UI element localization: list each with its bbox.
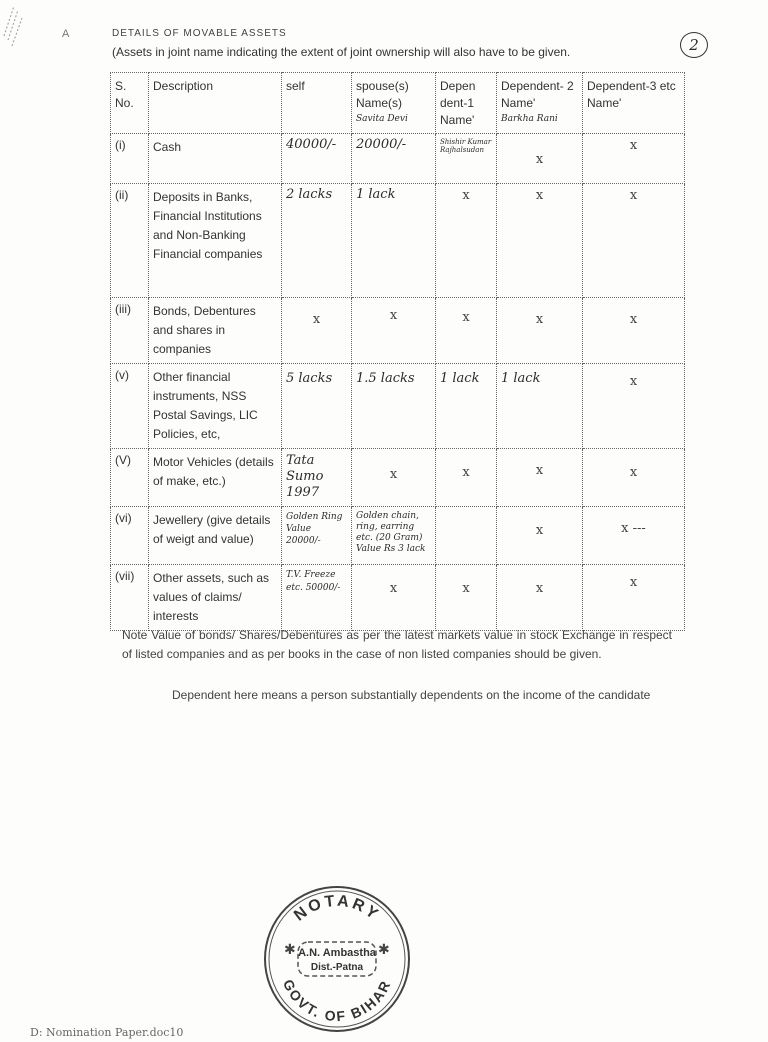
stamp-top-text — [291, 893, 383, 925]
cell-self — [282, 507, 352, 565]
dep2-value: x — [535, 463, 544, 478]
stamp-left-emblem: ✱ — [284, 942, 296, 958]
row-sno: (i) — [111, 134, 149, 184]
self-value: Tata Sumo 1997 — [286, 453, 324, 500]
row-sno: (ii) — [111, 184, 149, 298]
header-dep2 — [497, 73, 583, 134]
section-marker: A — [62, 28, 70, 40]
self-value: Golden Ring Value 20000/- — [286, 512, 343, 546]
header-dep3: Dependent-3 etc Name' — [583, 73, 685, 134]
cell-dep2 — [497, 565, 583, 631]
section-heading: DETAILS OF MOVABLE ASSETS — [112, 28, 287, 39]
page-number: 2 — [680, 32, 708, 58]
notary-stamp — [262, 884, 412, 1034]
table-row — [111, 507, 685, 565]
cell-dep1 — [436, 507, 497, 565]
row-description: Motor Vehicles (details of make, etc.) — [149, 449, 282, 507]
spouse-value: x — [389, 467, 398, 482]
header-self: self — [282, 73, 352, 134]
header-description: Description — [149, 73, 282, 134]
cell-dep1 — [436, 134, 497, 184]
cell-dep3 — [583, 364, 685, 449]
row-description: Cash — [149, 134, 282, 184]
dep1-value: x — [462, 310, 470, 325]
self-value: x — [312, 312, 321, 327]
dep1-value: x — [462, 465, 470, 480]
cell-dep2 — [497, 364, 583, 449]
dep1-value: 1 lack — [440, 371, 480, 386]
stamp-top-path: NOTARY — [291, 892, 383, 925]
cell-self — [282, 184, 352, 298]
row-description: Other assets, such as values of claims/ interests — [149, 565, 282, 631]
stamp-bottom-text: GOVT. OF BIHAR — [279, 976, 395, 1025]
table-row — [111, 449, 685, 507]
cell-self — [282, 565, 352, 631]
cell-dep3 — [583, 565, 685, 631]
table-row — [111, 184, 685, 298]
cell-dep1 — [436, 565, 497, 631]
stamp-notary-name: A.N. Ambastha — [298, 947, 376, 959]
movable-assets-table — [110, 72, 685, 631]
dep3-value: x — [629, 188, 638, 203]
section-subheading: (Assets in joint name indicating the extent of joint ownership will also have to be given. — [112, 45, 571, 59]
dep1-value: x — [462, 188, 470, 203]
header-spouse — [352, 73, 436, 134]
row-description: Deposits in Banks, Financial Institutions and Non-Banking Financial companies — [149, 184, 282, 298]
spouse-value: Golden chain, ring, earring etc. (20 Gram) Value Rs 3 lack — [356, 511, 426, 554]
cell-self — [282, 364, 352, 449]
row-sno: (v) — [111, 364, 149, 449]
dep2-value: x — [535, 188, 544, 203]
row-sno: (vi) — [111, 507, 149, 565]
spouse-value: 1.5 lacks — [356, 371, 415, 386]
dep2-value: 1 lack — [501, 371, 541, 386]
spouse-value: 20000/- — [356, 137, 407, 152]
self-value: 40000/- — [286, 137, 337, 152]
note-paragraph: Note Value of bonds/ Shares/Debentures as per the latest markets value in stock Exchange in respect of listed companies and as per books in the case of non listed companies should be given. — [122, 628, 672, 661]
dep2-value: x — [535, 152, 544, 167]
cell-dep2 — [497, 184, 583, 298]
dependent-definition: Dependent here means a person substantially dependents on the income of the candidate — [172, 688, 651, 702]
dep3-value: x — [629, 575, 638, 590]
cell-spouse — [352, 364, 436, 449]
row-sno: (iii) — [111, 298, 149, 364]
svg-text:GOVT. OF BIHAR — [280, 977, 394, 1024]
stamp-place: Dist.-Patna — [310, 962, 364, 973]
table-header-row — [111, 73, 685, 134]
dep2-value: x — [535, 523, 544, 538]
file-footer: D: Nomination Paper.doc10 — [30, 1026, 184, 1039]
header-dep1-label: Depen dent-1 Name' — [440, 79, 476, 127]
dep2-name: Barkha Rani — [501, 114, 558, 124]
row-description: Other financial instruments, NSS Postal Savings, LIC Policies, etc, — [149, 364, 282, 449]
self-value: T.V. Freeze etc. 50000/- — [286, 570, 341, 593]
cell-dep3 — [583, 507, 685, 565]
cell-dep2 — [497, 507, 583, 565]
cell-dep1 — [436, 449, 497, 507]
self-value: 5 lacks — [286, 371, 333, 386]
cell-self — [282, 134, 352, 184]
header-dep2-label: Dependent- 2 Name' — [501, 79, 574, 110]
dep3-value: x — [629, 374, 638, 389]
cell-dep3 — [583, 298, 685, 364]
table-row — [111, 134, 685, 184]
table-row — [111, 298, 685, 364]
cell-spouse — [352, 449, 436, 507]
spouse-value: x — [389, 308, 398, 323]
header-sno: S. No. — [111, 73, 149, 134]
self-value: 2 lacks — [286, 187, 333, 202]
cell-dep1 — [436, 298, 497, 364]
row-sno: (V) — [111, 449, 149, 507]
header-spouse-label: spouse(s) Name(s) — [356, 79, 409, 110]
table-row — [111, 565, 685, 631]
dep1-value: x — [462, 581, 470, 596]
stamp-right-emblem: ✱ — [378, 942, 390, 958]
cell-spouse — [352, 134, 436, 184]
cell-spouse — [352, 298, 436, 364]
cell-dep3 — [583, 184, 685, 298]
cell-dep3 — [583, 134, 685, 184]
cell-spouse — [352, 507, 436, 565]
spouse-value: x — [389, 581, 398, 596]
cell-dep2 — [497, 298, 583, 364]
row-description: Jewellery (give details of weigt and value) — [149, 507, 282, 565]
cell-dep2 — [497, 134, 583, 184]
binding-mark — [0, 0, 30, 80]
dep3-value: x --- — [621, 521, 646, 536]
spouse-name: Savita Devi — [356, 114, 408, 124]
cell-dep3 — [583, 449, 685, 507]
dep2-value: x — [535, 581, 544, 596]
cell-self — [282, 298, 352, 364]
cell-dep2 — [497, 449, 583, 507]
table-row — [111, 364, 685, 449]
dep3-value: x — [629, 465, 638, 480]
dep3-value: x — [629, 138, 638, 153]
cell-dep1 — [436, 184, 497, 298]
dep3-value: x — [629, 312, 638, 327]
dep2-value: x — [535, 312, 544, 327]
cell-self — [282, 449, 352, 507]
row-description: Bonds, Debentures and shares in companies — [149, 298, 282, 364]
cell-dep1 — [436, 364, 497, 449]
cell-spouse — [352, 565, 436, 631]
cell-spouse — [352, 184, 436, 298]
row-sno: (vii) — [111, 565, 149, 631]
dep1-name: Shishir Kumar Rajhalsudan — [440, 138, 492, 154]
spouse-value: 1 lack — [356, 187, 396, 202]
header-dep1 — [436, 73, 497, 134]
